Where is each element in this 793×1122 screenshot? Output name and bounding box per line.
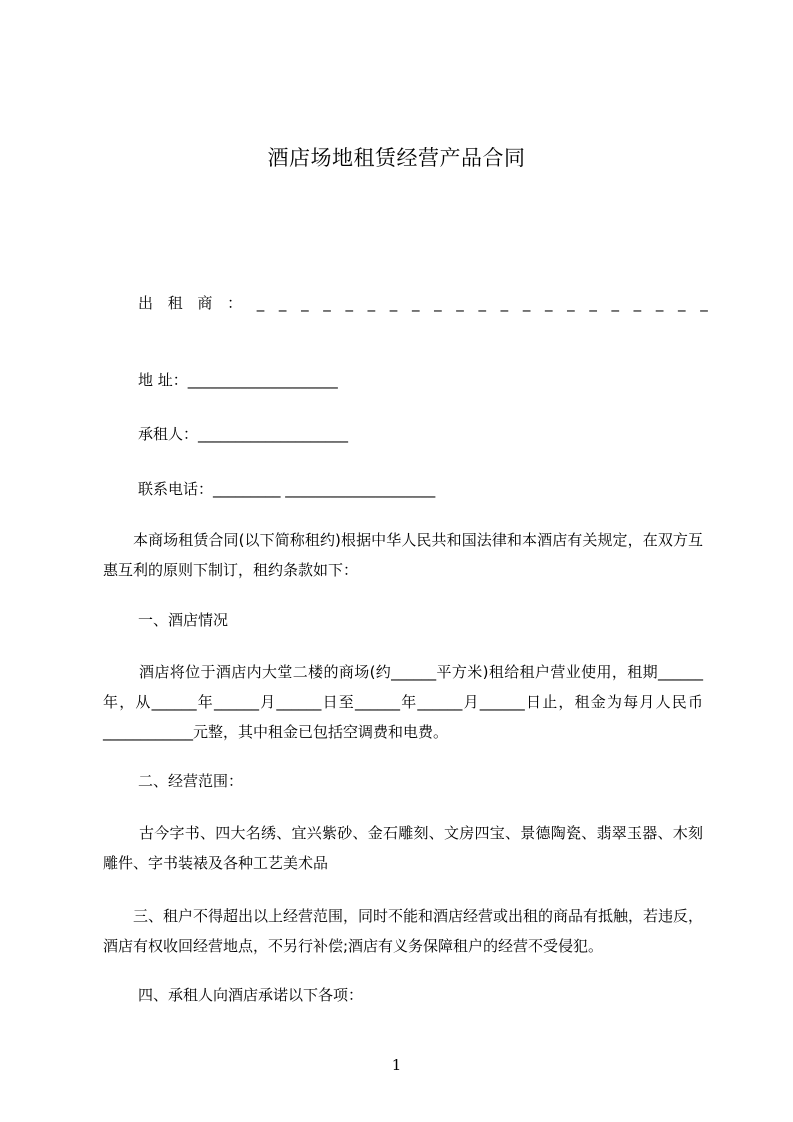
lessor-blank: _ <box>256 294 265 312</box>
lessor-char: 出 <box>138 294 154 312</box>
lessor-blank: _ <box>678 294 686 312</box>
lessor-blank: _ <box>633 294 642 312</box>
section-2-body: 古今字书、四大名绣、宜兴紫砂、金石雕刻、文房四宝、景德陶瓷、翡翠玉器、木刻雕件、字书装裱及各种工艺美术品 <box>103 824 703 872</box>
section-3-body: 三、租户不得超出以上经营范围，同时不能和酒店经营或出租的商品有抵触，若违反，酒店有权收回经营地点，不另行补偿;酒店有义务保障租户的经营不受侵犯。 <box>103 907 704 955</box>
lessor-blank: _ <box>389 294 398 312</box>
lessor-blank: _ <box>323 294 331 312</box>
lessor-blank: _ <box>567 294 575 312</box>
lessor-blank: _ <box>345 294 353 312</box>
lessor-blank: _ <box>411 294 420 312</box>
document-title: 酒店场地租赁经营产品合同 <box>267 146 526 170</box>
lessor-blank: _ <box>522 294 531 312</box>
phone-line: 联系电话：_________ ____________________ <box>138 480 436 498</box>
lessor-line <box>138 293 708 313</box>
section-4-heading: 四、承租人向酒店承诺以下各项： <box>138 986 364 1004</box>
address-line: 地 址：____________________ <box>138 371 338 389</box>
intro-paragraph: 本商场租赁合同(以下简称租约)根据中华人民共和国法律和本酒店有关规定，在双方互惠互利的原则下制订，租约条款如下： <box>103 531 703 579</box>
lessor-blank: _ <box>367 294 376 312</box>
lessor-blank: _ <box>655 294 664 312</box>
lessor-char: 租 <box>167 294 183 312</box>
lessor-blank: _ <box>589 294 597 312</box>
lessor-blank: _ <box>301 294 309 312</box>
lessor-char: ： <box>227 294 243 312</box>
lessor-blank: _ <box>478 294 486 312</box>
lessor-blank: _ <box>544 294 553 312</box>
lessor-blank: _ <box>456 294 464 312</box>
section-2-heading: 二、经营范围： <box>138 772 244 790</box>
lessor-blank: _ <box>278 294 287 312</box>
section-1-heading: 一、酒店情况 <box>138 611 229 629</box>
lessor-blank: _ <box>500 294 509 312</box>
lessor-blank: _ <box>700 294 708 312</box>
lessor-char: 商 <box>197 294 213 312</box>
lessor-blank: _ <box>611 294 619 312</box>
section-1-body: 酒店将位于酒店内大堂二楼的商场(约______平方米)租给租户营业使用，租期______年，从______年______月______日至______年______月______日止，租金为每月人民币____________元整，其中租金已包括空调费和电费。 <box>103 663 703 741</box>
tenant-line: 承租人：____________________ <box>138 425 349 443</box>
lessor-blank: _ <box>434 294 442 312</box>
page-number: 1 <box>391 1056 402 1074</box>
